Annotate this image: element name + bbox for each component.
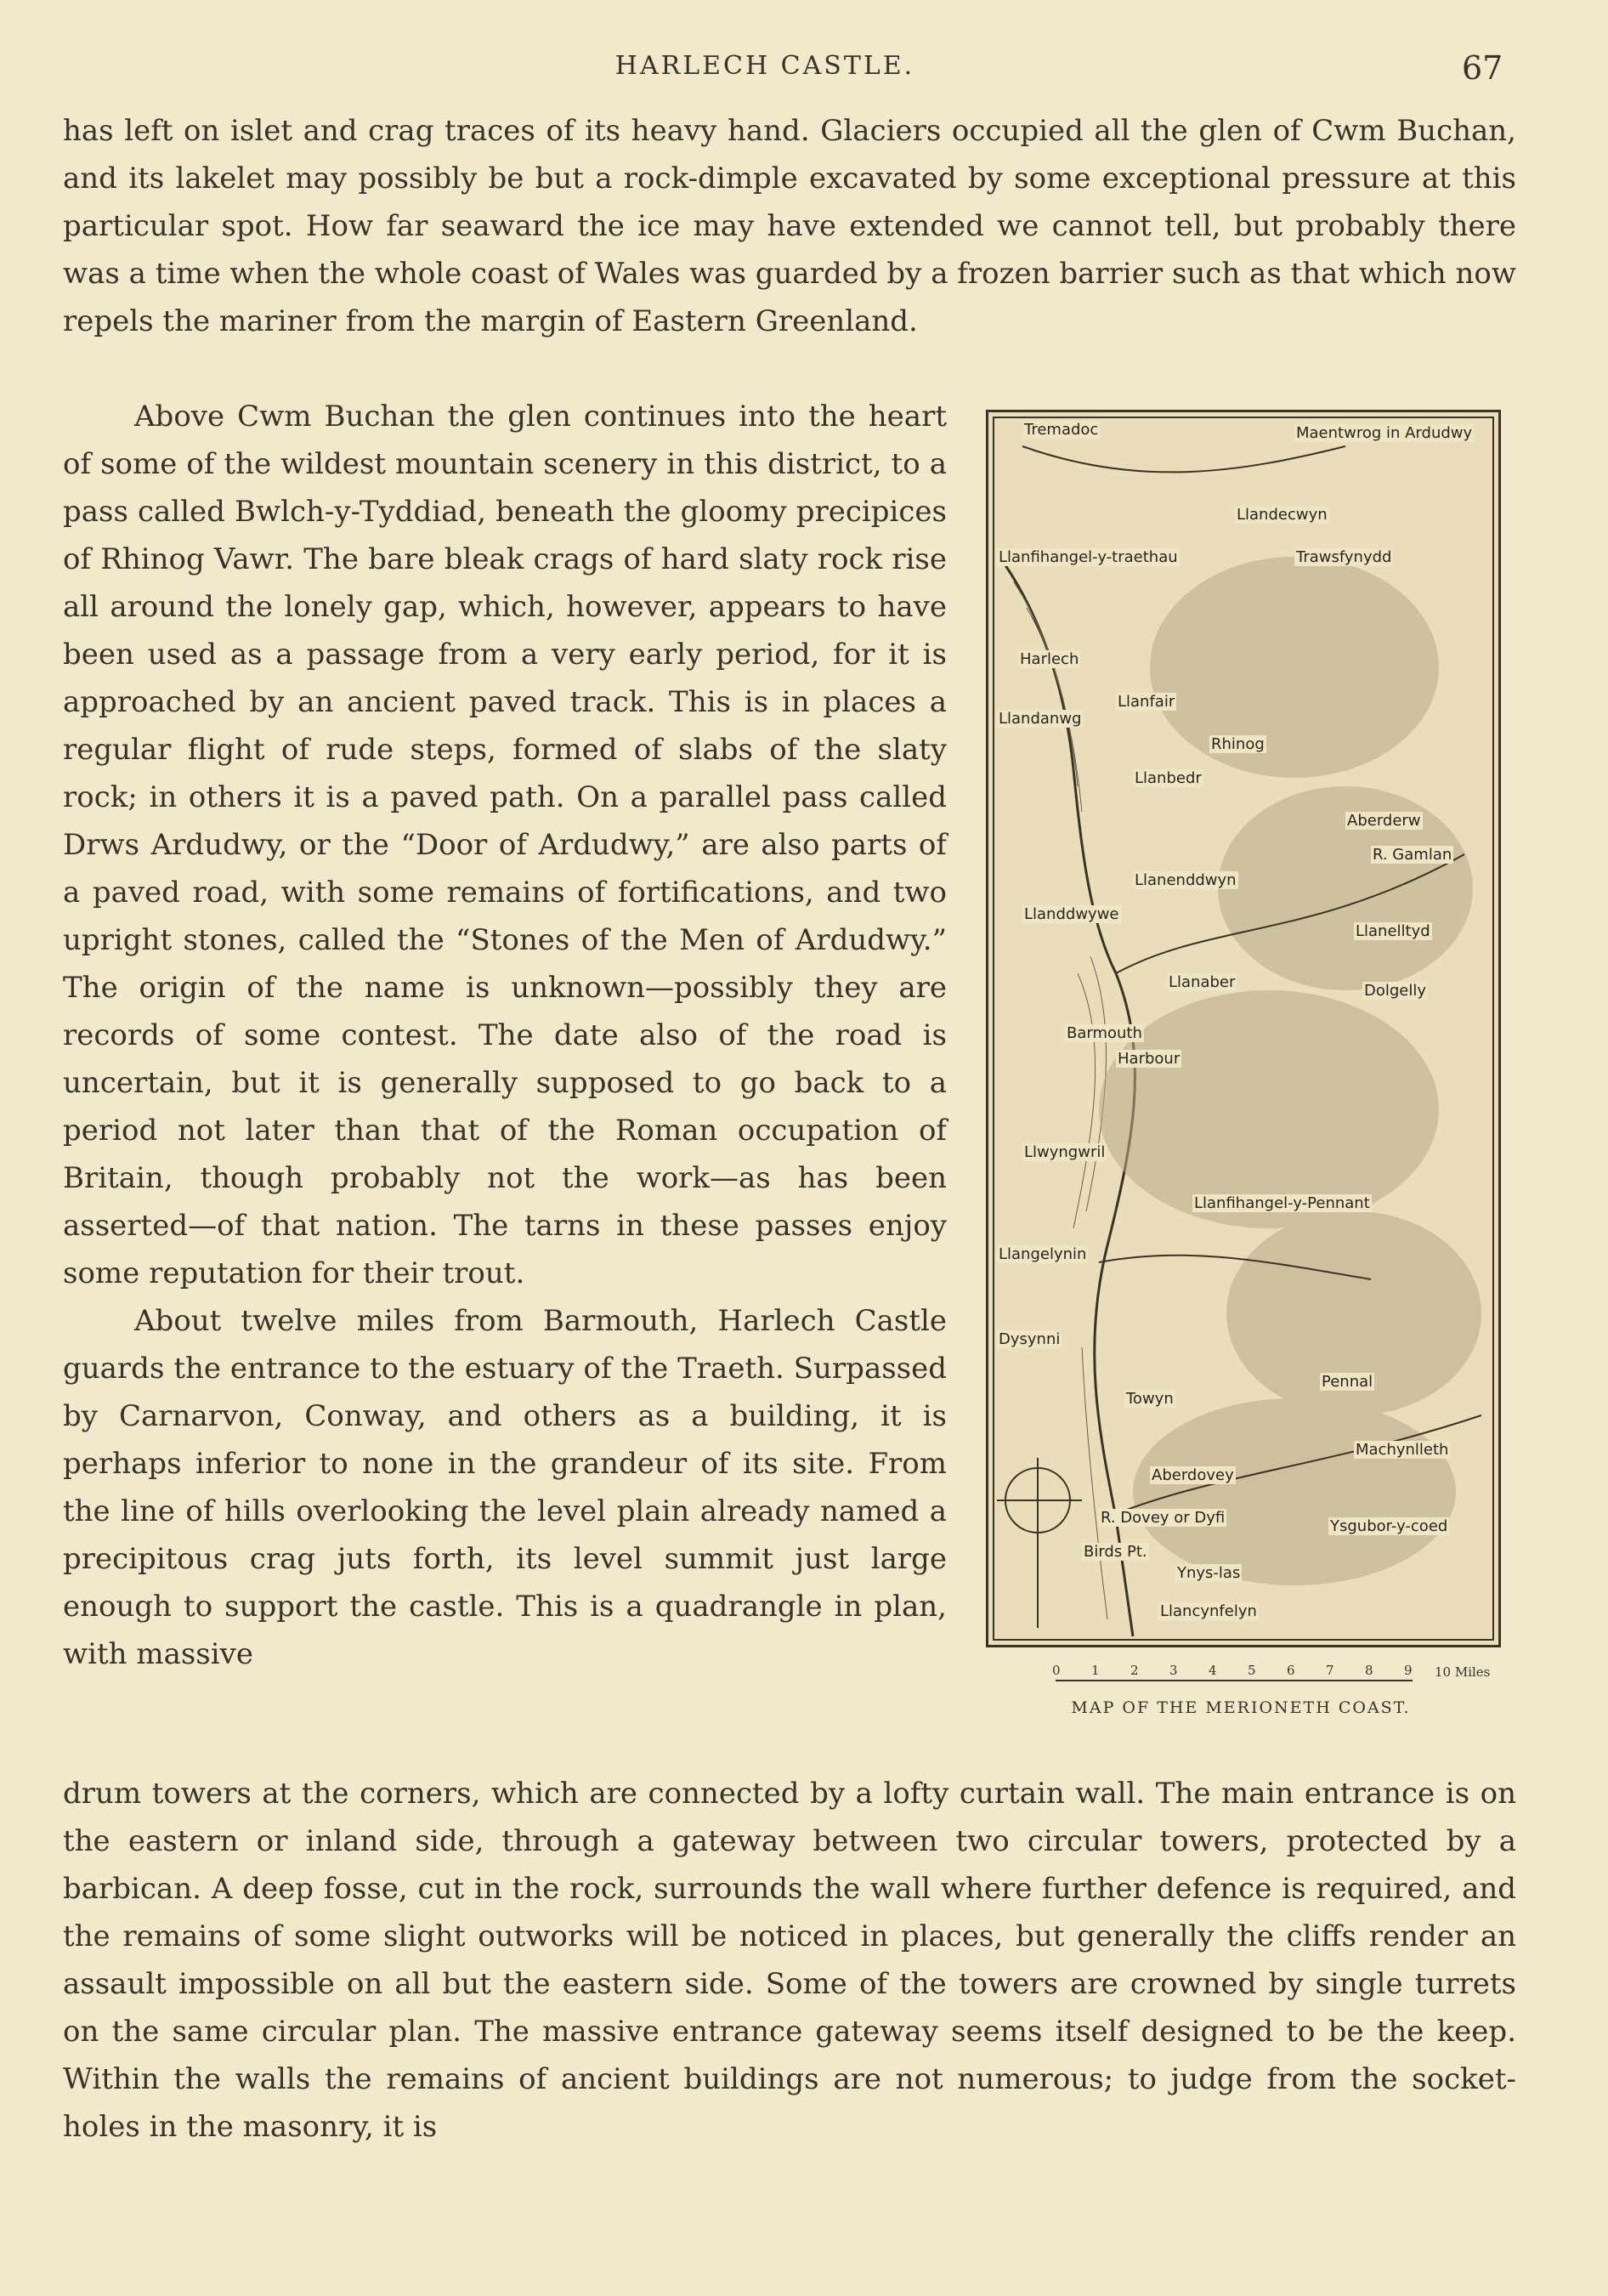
running-title: HARLECH CASTLE. [614, 51, 915, 81]
map-label: Llanfihangel-y-Pennant [1194, 1194, 1370, 1212]
map-label: Llandanwg [999, 710, 1082, 728]
scale-tick: 7 [1326, 1663, 1334, 1678]
scale-line [1056, 1680, 1413, 1684]
paragraph-3-column-text: About twelve miles from Barmouth, Harlech Castle guards the entrance to the estuary of the Traeth. Surpassed by Carnarvon, Conway, and others as a building, it is perhaps inferior to none in the grandeur of its site. From the line of hills overlooking the level plain already named a precipitous crag juts forth, its level summit just large enough to support the castle. This is a quadrangle in plan, with massive [63, 1304, 947, 1671]
map-label: Towyn [1126, 1390, 1174, 1408]
map-label: Llanenddwyn [1135, 871, 1237, 889]
map-label: Llwyngwril [1024, 1143, 1106, 1161]
paragraph-1 [63, 107, 1516, 345]
scale-tick: 8 [1365, 1663, 1373, 1678]
scale-tick: 5 [1248, 1663, 1256, 1678]
map-label: Machynlleth [1356, 1441, 1449, 1459]
scale-tick: 1 [1091, 1663, 1100, 1678]
map-label: Aberderw [1347, 812, 1421, 830]
map-label: Dolgelly [1364, 982, 1427, 1000]
map-label: Llanfihangel-y-traethau [999, 548, 1178, 566]
map-label: Harbour [1118, 1050, 1181, 1068]
scale-tick: 6 [1287, 1663, 1295, 1678]
map-label: Llanaber [1169, 973, 1236, 991]
map-label: Llanddwywe [1024, 905, 1119, 923]
map-label: Dysynni [999, 1330, 1061, 1348]
scale-tick: 3 [1169, 1663, 1178, 1678]
map-label: Trawsfynydd [1296, 548, 1392, 566]
map-label: R. Gamlan [1373, 846, 1452, 864]
map-label: Llanelltyd [1356, 922, 1430, 940]
map-label: Harlech [1020, 650, 1079, 668]
page-number: 67 [1462, 49, 1503, 87]
scale-unit: 10 Miles [1435, 1664, 1491, 1680]
map-label: Barmouth [1067, 1024, 1142, 1042]
scale-tick: 0 [1052, 1663, 1061, 1678]
map-label: Maentwrog in Ardudwy [1296, 424, 1473, 442]
paragraph-3-continued-text: drum towers at the corners, which are connected by a lofty curtain wall. The main entrance is on the eastern or inland side, through a gateway between two circular towers, protected by a barbican. A deep fosse, cut in the rock, surrounds the wall where further defence is required, and the remains of some slight outworks will be noticed in places, but generally the cliffs render an assault impossible on all but the eastern side. Some of the towers are crowned by single turrets on the same circular plan. The massive entrance gateway seems itself designed to be the keep. Within the walls the remains of ancient buildings are not numerous; to judge from the socket-holes in the masonry, it is [63, 1777, 1516, 2144]
map-label: Birds Pt. [1084, 1543, 1147, 1561]
left-column [63, 393, 947, 1678]
map-label: Tremadoc [1024, 421, 1099, 439]
paragraph-2-text: Above Cwm Buchan the glen continues into the heart of some of the wildest mountain scenery in this district, to a pass called Bwlch-y-Tyddiad, beneath the gloomy precipices of Rhinog Vawr. The bare bleak crags of hard slaty rock rise all around the lonely gap, which, however, appears to have been used as a passage from a very early period, for it is approached by an ancient paved track. This is in places a regular flight of rude steps, formed of slabs of the slaty rock; in others it is a paved path. On a parallel pass called Drws Ardudwy, or the “Door of Ardudwy,” are also parts of a paved road, with some remains of fortifications, and two upright stones, called the “Stones of the Men of Ardudwy.” The origin of the name is unknown—possibly they are records of some contest. The date also of the road is uncertain, but it is generally supposed to go back to a period not later than that of the Roman occupation of Britain, though probably not the work—as has been asserted—of that nation. The tarns in these passes enjoy some reputation for their trout. [63, 400, 947, 1290]
map-label: R. Dovey or Dyfi [1101, 1509, 1226, 1527]
map-label: Llangelynin [999, 1245, 1087, 1263]
map-label: Ysgubor-y-coed [1330, 1517, 1448, 1535]
map-label: Llanfair [1118, 693, 1175, 711]
map-label: Pennal [1322, 1373, 1373, 1391]
map-caption: MAP OF THE MERIONETH COAST. [1071, 1698, 1411, 1717]
map-label: Aberdovey [1152, 1466, 1234, 1484]
map-label: Rhinog [1211, 735, 1265, 753]
map-scale-bar [1052, 1663, 1528, 1688]
paragraph-3-continued [63, 1770, 1516, 2151]
map-label: Ynys-las [1177, 1564, 1241, 1582]
scale-tick: 4 [1209, 1663, 1217, 1678]
map-label: Llancynfelyn [1160, 1602, 1257, 1620]
paragraph-1-text: has left on islet and crag traces of its heavy hand. Glaciers occupied all the glen of Cwm Buchan, and its lakelet may possibly be but a rock-dimple excavated by some exceptional pressure at this particular spot. How far seaward the ice may have extended we cannot tell, but probably there was a time when the whole coast of Wales was guarded by a frozen barrier such as that which now repels the mariner from the margin of Eastern Greenland. [63, 114, 1516, 338]
scale-tick: 9 [1404, 1663, 1413, 1678]
meirioneth-coast-map [986, 410, 1501, 1647]
map-label: Llanbedr [1135, 769, 1202, 787]
map-label: Llandecwyn [1237, 506, 1328, 524]
scale-tick: 2 [1130, 1663, 1139, 1678]
